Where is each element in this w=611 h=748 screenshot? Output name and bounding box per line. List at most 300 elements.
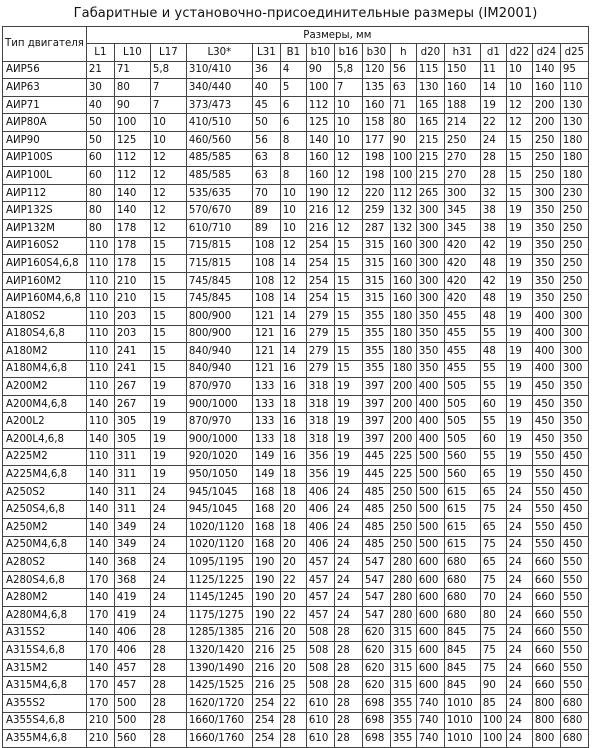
dimension-cell: 1660/1760	[186, 712, 252, 730]
dimension-cell: 16	[280, 448, 306, 466]
dimension-cell: 216	[306, 202, 334, 220]
table-row	[3, 219, 589, 237]
table-row	[3, 184, 589, 202]
dimension-cell: 24	[506, 501, 532, 519]
dimension-cell: 198	[362, 149, 390, 167]
dimension-cell: 250	[390, 483, 416, 501]
dimension-cell: 48	[480, 255, 506, 273]
dimension-cell: 450	[532, 413, 560, 431]
dimension-cell: 660	[532, 554, 560, 572]
dimension-cell: 250	[560, 237, 588, 255]
dimension-cell: 215	[416, 149, 444, 167]
dimension-cell: 315	[390, 659, 416, 677]
dimension-cell: 350	[532, 219, 560, 237]
dimension-cell: 28	[150, 642, 186, 660]
dimension-cell: 133	[252, 413, 280, 431]
engine-type-cell: А200M2	[3, 378, 87, 396]
table-row	[3, 61, 589, 79]
dimension-cell: 19	[506, 237, 532, 255]
dimension-cell: 65	[480, 519, 506, 537]
column-header: b30	[362, 44, 390, 62]
dimension-cell: 315	[362, 255, 390, 273]
dimension-cell: 95	[560, 61, 588, 79]
dimension-cell: 550	[532, 536, 560, 554]
engine-type-cell: А250M2	[3, 519, 87, 537]
dimension-cell: 300	[416, 237, 444, 255]
dimension-cell: 24	[150, 607, 186, 625]
dimension-cell: 355	[390, 694, 416, 712]
dimension-cell: 620	[362, 642, 390, 660]
dimension-cell: 80	[114, 79, 150, 97]
dimension-cell: 410/510	[186, 114, 252, 132]
dimension-cell: 24	[334, 571, 362, 589]
dimension-cell: 19	[480, 96, 506, 114]
dimension-cell: 660	[532, 589, 560, 607]
column-header: L10	[114, 44, 150, 62]
dimension-cell: 457	[306, 589, 334, 607]
dimension-cell: 318	[306, 378, 334, 396]
dimension-cell: 12	[150, 167, 186, 185]
dimension-cell: 12	[334, 167, 362, 185]
dimension-cell: 350	[532, 272, 560, 290]
engine-type-cell: А180S4,6,8	[3, 325, 87, 343]
dimension-cell: 350	[560, 413, 588, 431]
dimension-cell: 110	[86, 272, 114, 290]
dimension-cell: 547	[362, 589, 390, 607]
dimension-cell: 55	[480, 360, 506, 378]
dimension-cell: 177	[362, 131, 390, 149]
dimension-cell: 60	[480, 431, 506, 449]
dimension-cell: 280	[390, 589, 416, 607]
dimension-cell: 112	[114, 167, 150, 185]
dimension-cell: 5,8	[334, 61, 362, 79]
dimension-cell: 397	[362, 395, 390, 413]
dimension-cell: 241	[114, 360, 150, 378]
dimension-cell: 112	[114, 149, 150, 167]
dimension-cell: 19	[506, 431, 532, 449]
dimension-cell: 1390/1490	[186, 659, 252, 677]
dimension-cell: 350	[532, 237, 560, 255]
dimension-cell: 55	[480, 378, 506, 396]
dimension-cell: 63	[390, 79, 416, 97]
dimension-cell: 600	[416, 624, 444, 642]
table-row	[3, 149, 589, 167]
dimension-cell: 15	[150, 360, 186, 378]
dimension-cell: 28	[150, 694, 186, 712]
dimension-cell: 450	[560, 448, 588, 466]
dimension-cell: 315	[362, 237, 390, 255]
table-body	[3, 61, 589, 747]
dimension-cell: 140	[86, 536, 114, 554]
dimension-cell: 28	[334, 659, 362, 677]
dimension-cell: 28	[150, 677, 186, 695]
dimension-cell: 19	[506, 413, 532, 431]
dimension-cell: 14	[280, 290, 306, 308]
dimension-cell: 19	[334, 448, 362, 466]
dimension-cell: 845	[444, 659, 480, 677]
dimension-cell: 350	[532, 290, 560, 308]
dimension-cell: 216	[306, 219, 334, 237]
engine-type-cell: А280S4,6,8	[3, 571, 87, 589]
dimension-cell: 318	[306, 413, 334, 431]
dimension-cell: 355	[390, 712, 416, 730]
dimension-cell: 445	[362, 448, 390, 466]
dimension-cell: 250	[532, 149, 560, 167]
dimension-cell: 311	[114, 466, 150, 484]
column-header: d22	[506, 44, 532, 62]
dimension-cell: 5	[280, 79, 306, 97]
dimension-cell: 38	[480, 202, 506, 220]
dimension-cell: 18	[280, 395, 306, 413]
column-header: d1	[480, 44, 506, 62]
dimension-cell: 65	[480, 554, 506, 572]
dimension-cell: 216	[252, 642, 280, 660]
dimension-cell: 50	[252, 114, 280, 132]
dimension-cell: 1125/1225	[186, 571, 252, 589]
dimension-cell: 6	[280, 114, 306, 132]
dimension-cell: 610	[306, 712, 334, 730]
dimension-cell: 300	[416, 202, 444, 220]
dimension-cell: 945/1045	[186, 483, 252, 501]
dimension-cell: 28	[334, 624, 362, 642]
dimension-cell: 121	[252, 343, 280, 361]
dimension-cell: 287	[362, 219, 390, 237]
dimension-cell: 500	[416, 519, 444, 537]
dimension-cell: 160	[362, 96, 390, 114]
dimension-cell: 28	[480, 167, 506, 185]
dimension-cell: 345	[444, 219, 480, 237]
column-header: d25	[560, 44, 588, 62]
table-row	[3, 378, 589, 396]
table-row	[3, 589, 589, 607]
dimension-cell: 12	[150, 219, 186, 237]
dimension-cell: 170	[86, 571, 114, 589]
dimension-cell: 270	[444, 167, 480, 185]
engine-type-cell: А200L2	[3, 413, 87, 431]
dimension-cell: 345	[444, 202, 480, 220]
dimension-cell: 250	[390, 501, 416, 519]
dimension-cell: 24	[334, 607, 362, 625]
dimension-cell: 75	[480, 642, 506, 660]
dimension-cell: 420	[444, 237, 480, 255]
dimension-cell: 680	[444, 571, 480, 589]
dimension-cell: 1010	[444, 730, 480, 748]
dimension-cell: 110	[86, 237, 114, 255]
dimension-cell: 110	[86, 413, 114, 431]
dimension-cell: 133	[252, 431, 280, 449]
dimension-cell: 149	[252, 466, 280, 484]
dimension-cell: 28	[280, 730, 306, 748]
dimension-cell: 10	[150, 114, 186, 132]
dimension-cell: 15	[334, 272, 362, 290]
dimension-cell: 24	[506, 607, 532, 625]
dimension-cell: 660	[532, 659, 560, 677]
table-row	[3, 79, 589, 97]
dimension-cell: 254	[252, 694, 280, 712]
dimension-cell: 20	[280, 589, 306, 607]
table-row	[3, 536, 589, 554]
column-header: L1	[86, 44, 114, 62]
dimension-cell: 840/940	[186, 360, 252, 378]
dimension-cell: 485/585	[186, 167, 252, 185]
dimension-cell: 19	[334, 395, 362, 413]
dimensions-table	[2, 26, 589, 748]
dimension-cell: 279	[306, 343, 334, 361]
dimension-cell: 550	[560, 607, 588, 625]
dimension-cell: 15	[150, 325, 186, 343]
dimension-cell: 19	[334, 378, 362, 396]
dimension-cell: 36	[252, 61, 280, 79]
dimension-cell: 1020/1120	[186, 519, 252, 537]
dimension-cell: 350	[560, 431, 588, 449]
dimension-cell: 680	[560, 694, 588, 712]
dimension-cell: 400	[416, 413, 444, 431]
dimension-cell: 24	[506, 659, 532, 677]
dimension-cell: 450	[560, 466, 588, 484]
dimension-cell: 547	[362, 607, 390, 625]
dimension-cell: 19	[506, 325, 532, 343]
dimension-cell: 485	[362, 536, 390, 554]
dimension-cell: 65	[480, 483, 506, 501]
dimension-cell: 28	[150, 712, 186, 730]
dimension-cell: 188	[444, 96, 480, 114]
dimension-cell: 550	[560, 571, 588, 589]
dimension-cell: 75	[480, 624, 506, 642]
dimension-cell: 368	[114, 571, 150, 589]
dimension-cell: 24	[334, 554, 362, 572]
dimension-cell: 19	[506, 343, 532, 361]
dimension-cell: 24	[150, 536, 186, 554]
dimension-cell: 19	[150, 395, 186, 413]
dimension-cell: 610	[306, 730, 334, 748]
dimension-cell: 140	[86, 624, 114, 642]
dimension-cell: 457	[306, 571, 334, 589]
dimension-cell: 318	[306, 395, 334, 413]
dimension-cell: 15	[334, 307, 362, 325]
dimension-cell: 158	[362, 114, 390, 132]
dimension-cell: 508	[306, 659, 334, 677]
dimension-cell: 28	[280, 712, 306, 730]
dimension-cell: 508	[306, 624, 334, 642]
dimension-cell: 450	[560, 519, 588, 537]
dimension-cell: 210	[86, 712, 114, 730]
dimension-cell: 14	[280, 343, 306, 361]
dimension-cell: 160	[390, 272, 416, 290]
dimension-cell: 20	[280, 624, 306, 642]
column-header: L30*	[186, 44, 252, 62]
table-row	[3, 395, 589, 413]
dimension-cell: 90	[390, 131, 416, 149]
engine-type-cell: А315S2	[3, 624, 87, 642]
table-row	[3, 307, 589, 325]
dimension-cell: 16	[280, 360, 306, 378]
dimension-cell: 350	[416, 360, 444, 378]
dimension-cell: 15	[506, 167, 532, 185]
dimension-cell: 160	[306, 149, 334, 167]
dimension-cell: 160	[306, 167, 334, 185]
dimension-cell: 455	[444, 360, 480, 378]
dimension-cell: 11	[480, 61, 506, 79]
dimension-cell: 1425/1525	[186, 677, 252, 695]
dimension-cell: 560	[444, 448, 480, 466]
dimension-cell: 140	[114, 184, 150, 202]
dimension-cell: 600	[416, 642, 444, 660]
dimension-cell: 550	[532, 448, 560, 466]
dimension-cell: 315	[362, 290, 390, 308]
dimension-cell: 500	[416, 466, 444, 484]
table-row	[3, 343, 589, 361]
engine-type-cell: АИР132M	[3, 219, 87, 237]
dimension-cell: 75	[480, 571, 506, 589]
dimension-cell: 42	[480, 237, 506, 255]
dimension-cell: 19	[506, 378, 532, 396]
table-row	[3, 131, 589, 149]
dimension-cell: 680	[444, 554, 480, 572]
dimension-cell: 14	[280, 255, 306, 273]
dimension-cell: 740	[416, 730, 444, 748]
dimension-cell: 56	[252, 131, 280, 149]
engine-type-cell: А225M4,6,8	[3, 466, 87, 484]
dimension-cell: 355	[362, 343, 390, 361]
dimension-cell: 305	[114, 413, 150, 431]
dimension-cell: 15	[334, 343, 362, 361]
dimension-cell: 315	[390, 677, 416, 695]
dimension-cell: 140	[86, 519, 114, 537]
dimension-cell: 19	[150, 466, 186, 484]
dimension-cell: 10	[334, 96, 362, 114]
dimension-cell: 200	[390, 395, 416, 413]
table-row	[3, 272, 589, 290]
dimension-cell: 485	[362, 501, 390, 519]
dimension-cell: 55	[480, 325, 506, 343]
dimension-cell: 203	[114, 325, 150, 343]
table-row	[3, 571, 589, 589]
table-row	[3, 448, 589, 466]
dimension-cell: 180	[560, 167, 588, 185]
table-row	[3, 167, 589, 185]
dimension-cell: 140	[86, 483, 114, 501]
dimension-cell: 400	[416, 431, 444, 449]
dimension-cell: 250	[532, 167, 560, 185]
dimension-cell: 200	[532, 96, 560, 114]
dimension-cell: 660	[532, 677, 560, 695]
dimension-cell: 20	[280, 536, 306, 554]
dimension-cell: 160	[390, 290, 416, 308]
engine-type-cell: А315M2	[3, 659, 87, 677]
dimension-cell: 550	[560, 659, 588, 677]
dimension-cell: 600	[416, 571, 444, 589]
engine-type-cell: АИР63	[3, 79, 87, 97]
dimension-cell: 25	[280, 677, 306, 695]
engine-type-cell: А280S2	[3, 554, 87, 572]
engine-type-cell: А355S2	[3, 694, 87, 712]
dimension-cell: 350	[532, 202, 560, 220]
dimension-cell: 180	[390, 325, 416, 343]
dimension-cell: 550	[532, 501, 560, 519]
dimension-cell: 4	[280, 61, 306, 79]
dimension-cell: 24	[150, 483, 186, 501]
dimension-cell: 89	[252, 219, 280, 237]
dimension-cell: 500	[114, 712, 150, 730]
dimension-cell: 400	[532, 343, 560, 361]
dimension-cell: 350	[560, 378, 588, 396]
dimension-cell: 170	[86, 694, 114, 712]
table-row	[3, 255, 589, 273]
dimension-cell: 225	[390, 466, 416, 484]
dimension-cell: 178	[114, 237, 150, 255]
dimension-cell: 63	[252, 167, 280, 185]
dimension-cell: 216	[252, 624, 280, 642]
dimension-cell: 56	[390, 61, 416, 79]
dimension-cell: 420	[444, 272, 480, 290]
dimensions-group-header: Размеры, мм	[86, 27, 588, 44]
dimension-cell: 406	[306, 483, 334, 501]
dimension-cell: 40	[86, 96, 114, 114]
dimension-cell: 135	[362, 79, 390, 97]
table-row	[3, 554, 589, 572]
dimension-cell: 15	[334, 255, 362, 273]
dimension-cell: 400	[532, 360, 560, 378]
page-title: Габаритные и установочно-присоединительные размеры (IM2001)	[73, 6, 538, 21]
dimension-cell: 180	[390, 307, 416, 325]
dimension-cell: 19	[506, 395, 532, 413]
dimension-cell: 110	[86, 343, 114, 361]
dimension-cell: 110	[86, 325, 114, 343]
dimension-cell: 30	[86, 79, 114, 97]
dimension-cell: 180	[390, 360, 416, 378]
engine-type-cell: А200M4,6,8	[3, 395, 87, 413]
dimension-cell: 356	[306, 466, 334, 484]
dimension-cell: 12	[280, 272, 306, 290]
column-header: b10	[306, 44, 334, 62]
dimension-cell: 10	[280, 219, 306, 237]
dimension-cell: 660	[532, 624, 560, 642]
dimension-cell: 18	[280, 519, 306, 537]
dimension-cell: 800/900	[186, 307, 252, 325]
dimension-cell: 71	[390, 96, 416, 114]
table-row	[3, 114, 589, 132]
engine-type-cell: АИР100S	[3, 149, 87, 167]
dimension-cell: 300	[416, 290, 444, 308]
dimension-cell: 24	[334, 536, 362, 554]
dimension-cell: 745/845	[186, 272, 252, 290]
dimension-cell: 800	[532, 694, 560, 712]
dimension-cell: 600	[416, 659, 444, 677]
dimension-cell: 190	[306, 184, 334, 202]
dimension-cell: 19	[506, 272, 532, 290]
dimension-cell: 300	[560, 325, 588, 343]
dimension-cell: 180	[390, 343, 416, 361]
dimension-cell: 90	[480, 677, 506, 695]
dimension-cell: 75	[480, 536, 506, 554]
dimension-cell: 406	[306, 519, 334, 537]
dimension-cell: 160	[390, 255, 416, 273]
table-row	[3, 642, 589, 660]
dimension-cell: 406	[306, 501, 334, 519]
dimension-cell: 19	[506, 307, 532, 325]
dimension-cell: 311	[114, 448, 150, 466]
dimension-cell: 19	[506, 255, 532, 273]
dimension-cell: 15	[150, 290, 186, 308]
dimension-cell: 1175/1275	[186, 607, 252, 625]
engine-type-cell: АИР100L	[3, 167, 87, 185]
dimension-cell: 12	[506, 114, 532, 132]
dimension-cell: 15	[334, 290, 362, 308]
engine-type-cell: А225M2	[3, 448, 87, 466]
dimension-cell: 210	[114, 290, 150, 308]
dimension-cell: 267	[114, 378, 150, 396]
dimension-cell: 270	[444, 149, 480, 167]
